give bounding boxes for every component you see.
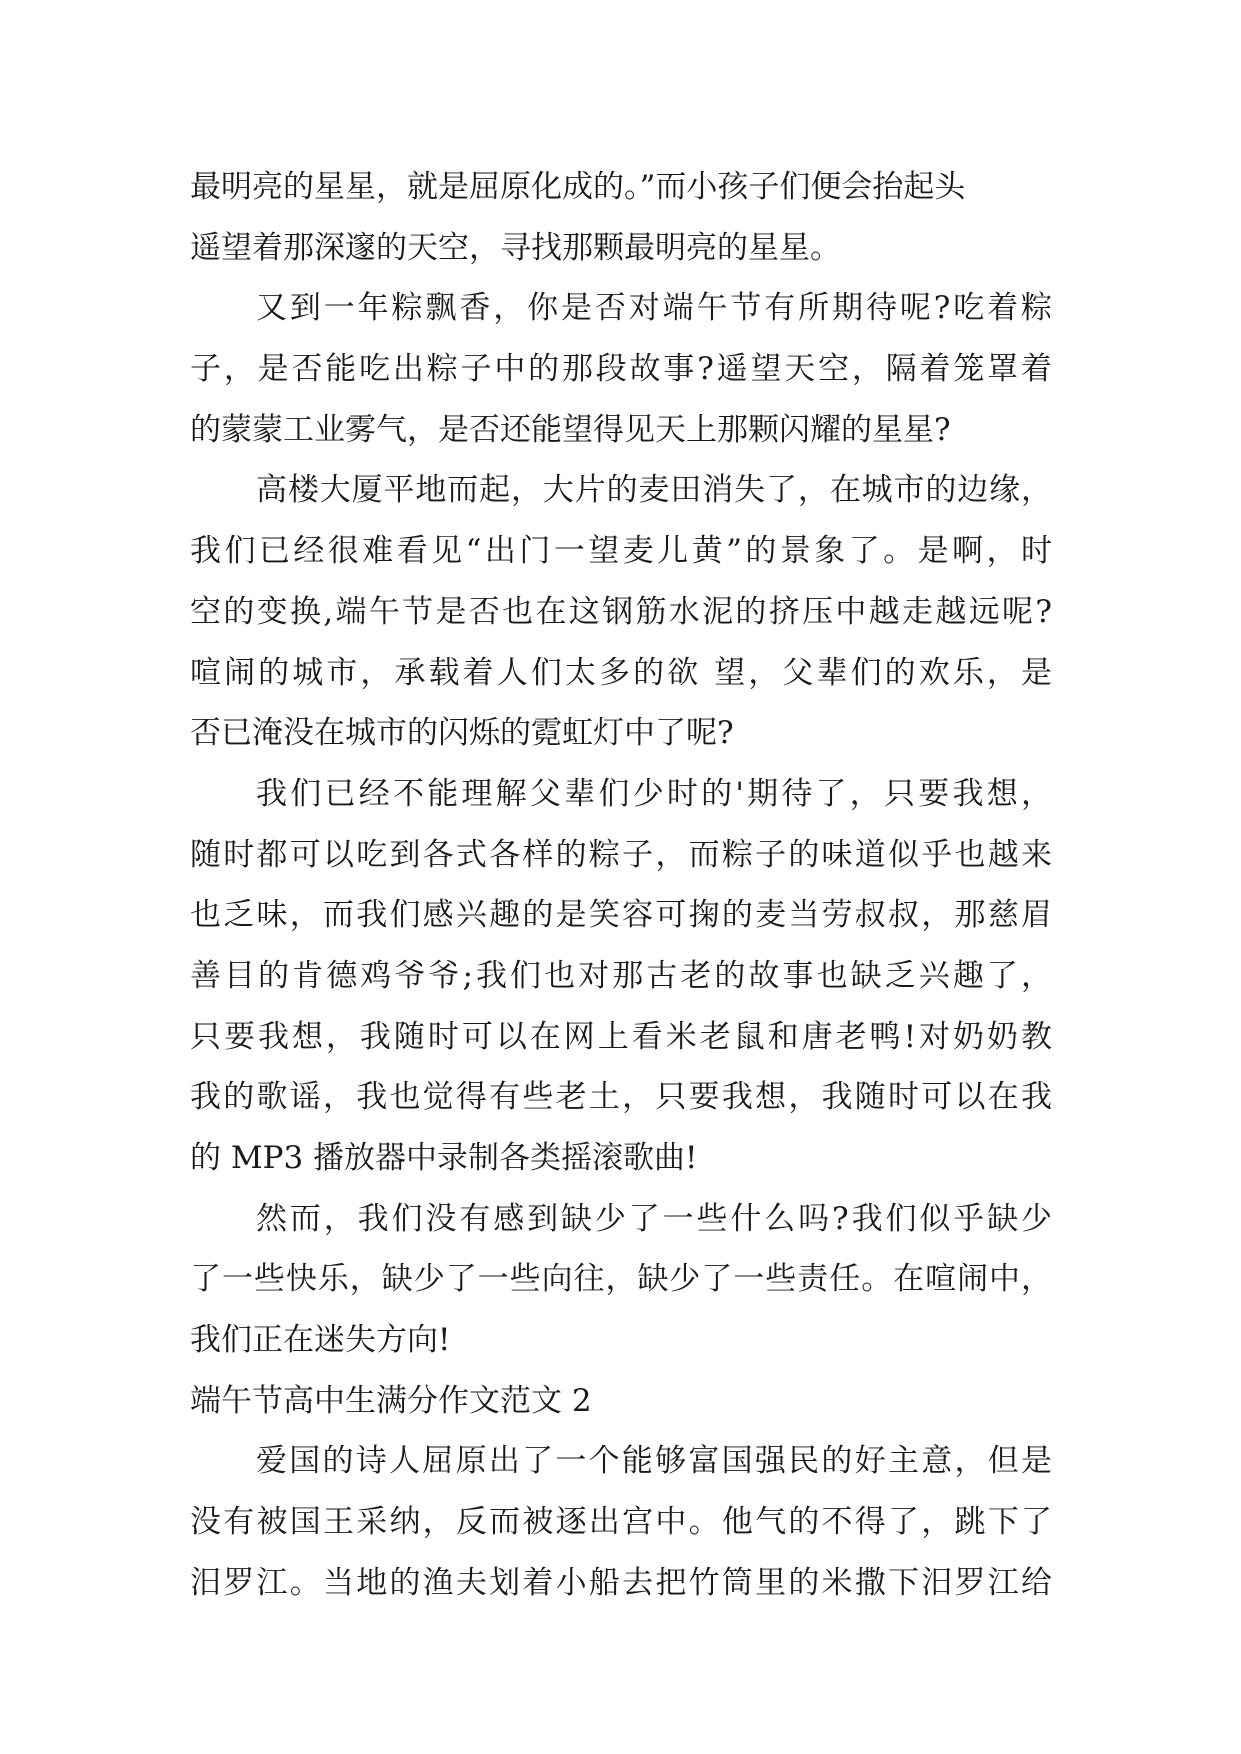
text-line: 的蒙蒙工业雾气，是否还能望得见天上那颗闪耀的星星? xyxy=(190,411,951,448)
paragraph-first-line: 高楼大厦平地而起，大片的麦田消失了，在城市的边缘， xyxy=(256,472,1052,509)
text-line: 随时都可以吃到各式各样的粽子，而粽子的味道似乎也越来 xyxy=(190,836,1052,873)
text-line: 也乏味，而我们感兴趣的是笑容可掬的麦当劳叔叔，那慈眉 xyxy=(190,897,1052,934)
text-line: 我们正在迷失方向! xyxy=(190,1322,451,1359)
section-heading: 端午节高中生满分作文范文 2 xyxy=(190,1382,592,1419)
text-line: 最明亮的星星，就是屈原化成的。”而小孩子们便会抬起头 xyxy=(190,169,966,205)
text-line: 没有被国王采纳，反而被逐出宫中。他气的不得了，跳下了 xyxy=(190,1504,1052,1541)
paragraph-first-line: 爱国的诗人屈原出了一个能够富国强民的好主意，但是 xyxy=(256,1443,1052,1480)
document-body xyxy=(190,157,1052,1614)
text-line: 我的歌谣，我也觉得有些老土，只要我想，我随时可以在我 xyxy=(190,1079,1052,1116)
text-line: 遥望着那深邃的天空，寻找那颗最明亮的星星。 xyxy=(190,229,841,266)
paragraph-first-line: 又到一年粽飘香，你是否对端午节有所期待呢?吃着粽 xyxy=(256,290,1052,327)
text-line: 否已淹没在城市的闪烁的霓虹灯中了呢? xyxy=(190,715,734,752)
text-line: 空的变换,端午节是否也在这钢筋水泥的挤压中越走越远呢? xyxy=(190,593,1052,630)
text-line: 善目的肯德鸡爷爷;我们也对那古老的故事也缺乏兴趣了， xyxy=(190,957,1052,994)
paragraph-first-line: 我们已经不能理解父辈们少时的'期待了，只要我想， xyxy=(256,775,1052,812)
text-line: 我们已经很难看见“出门一望麦儿黄”的景象了。是啊，时 xyxy=(190,533,1052,570)
text-line: 只要我想，我随时可以在网上看米老鼠和唐老鸭!对奶奶教 xyxy=(190,1018,1052,1055)
text-line: 喧闹的城市，承载着人们太多的欲 望，父辈们的欢乐，是 xyxy=(190,654,1052,691)
text-line: 子，是否能吃出粽子中的那段故事?遥望天空，隔着笼罩着 xyxy=(190,351,1052,388)
text-line: 了一些快乐，缺少了一些向往，缺少了一些责任。在喧闹中， xyxy=(190,1261,1052,1298)
text-line: 汨罗江。当地的渔夫划着小船去把竹筒里的米撒下汨罗江给 xyxy=(190,1564,1052,1601)
paragraph-first-line: 然而，我们没有感到缺少了一些什么吗?我们似乎缺少 xyxy=(256,1200,1052,1237)
text-line: 的 MP3 播放器中录制各类摇滚歌曲! xyxy=(190,1140,698,1176)
